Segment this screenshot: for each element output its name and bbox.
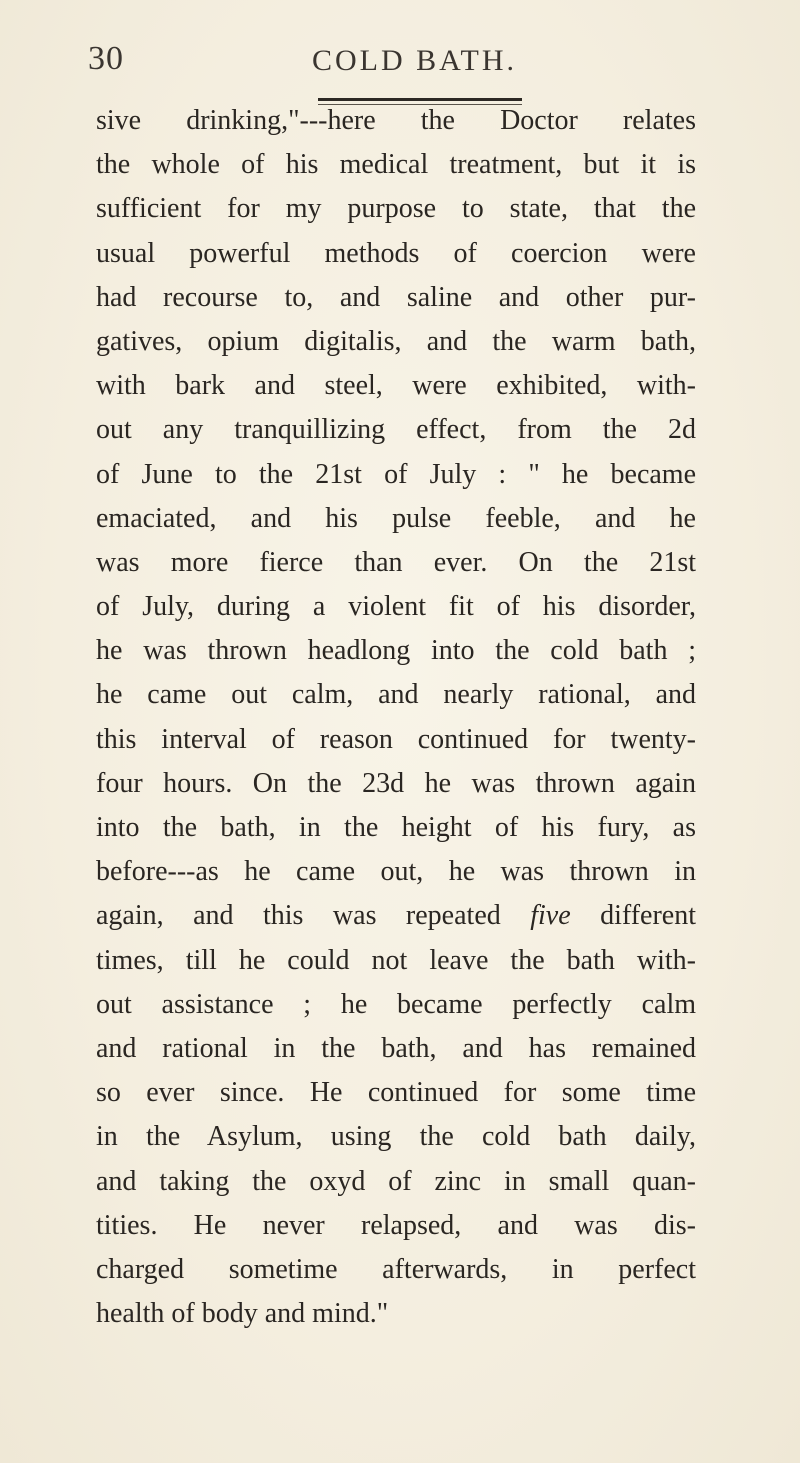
text-line-20: times, till he could not leave the bath with- (96, 944, 696, 976)
text-line-8: out any tranquillizing effect, from the 2d (96, 414, 696, 446)
text-line-28: health of body and mind." (96, 1298, 389, 1330)
text-line-7: with bark and steel, were exhibited, with- (96, 370, 696, 402)
text-line-21: out assistance ; he became perfectly calm (96, 988, 696, 1020)
body-paragraph (96, 99, 696, 1336)
text-line-3: sufficient for my purpose to state, that the (96, 193, 696, 225)
text-line-26: tities. He never relapsed, and was dis- (96, 1209, 696, 1241)
text-line-16: four hours. On the 23d he was thrown again (96, 767, 696, 799)
text-line-14: he came out calm, and nearly rational, and (96, 679, 696, 711)
text-line-5: had recourse to, and saline and other pur- (96, 281, 696, 313)
text-line-6: gatives, opium digitalis, and the warm bath, (96, 325, 696, 357)
text-line-13: he was thrown headlong into the cold bath ; (96, 635, 696, 667)
text-line-11: was more fierce than ever. On the 21st (96, 546, 696, 578)
text-line-19-start: again, and this was repeated (96, 900, 531, 932)
running-head (0, 40, 800, 100)
italic-word: five (530, 900, 571, 932)
running-title: COLD BATH. (312, 44, 518, 77)
text-line-27: charged sometime afterwards, in perfect (96, 1253, 696, 1285)
text-line-9: of June to the 21st of July : " he became (96, 458, 696, 490)
text-line-18: before---as he came out, he was thrown in (96, 856, 696, 888)
text-line-12: of July, during a violent fit of his disorder, (96, 591, 696, 623)
text-line-22: and rational in the bath, and has remained (96, 1032, 696, 1064)
text-line-10: emaciated, and his pulse feeble, and he (96, 502, 696, 534)
text-line-24: in the Asylum, using the cold bath daily, (96, 1121, 696, 1153)
text-line-15: this interval of reason continued for twenty- (96, 723, 696, 755)
text-line-19-end: different (570, 900, 696, 932)
text-line-19 (96, 894, 696, 938)
text-line-23: so ever since. He continued for some time (96, 1077, 696, 1109)
text-line-4: usual powerful methods of coercion were (96, 237, 696, 269)
text-line-1: sive drinking,"---here the Doctor relates (96, 105, 696, 136)
text-line-17: into the bath, in the height of his fury, as (96, 812, 696, 843)
text-line-25: and taking the oxyd of zinc in small quan- (96, 1165, 696, 1197)
page-number: 30 (88, 40, 124, 77)
text-line-2: the whole of his medical treatment, but it is (96, 149, 696, 181)
